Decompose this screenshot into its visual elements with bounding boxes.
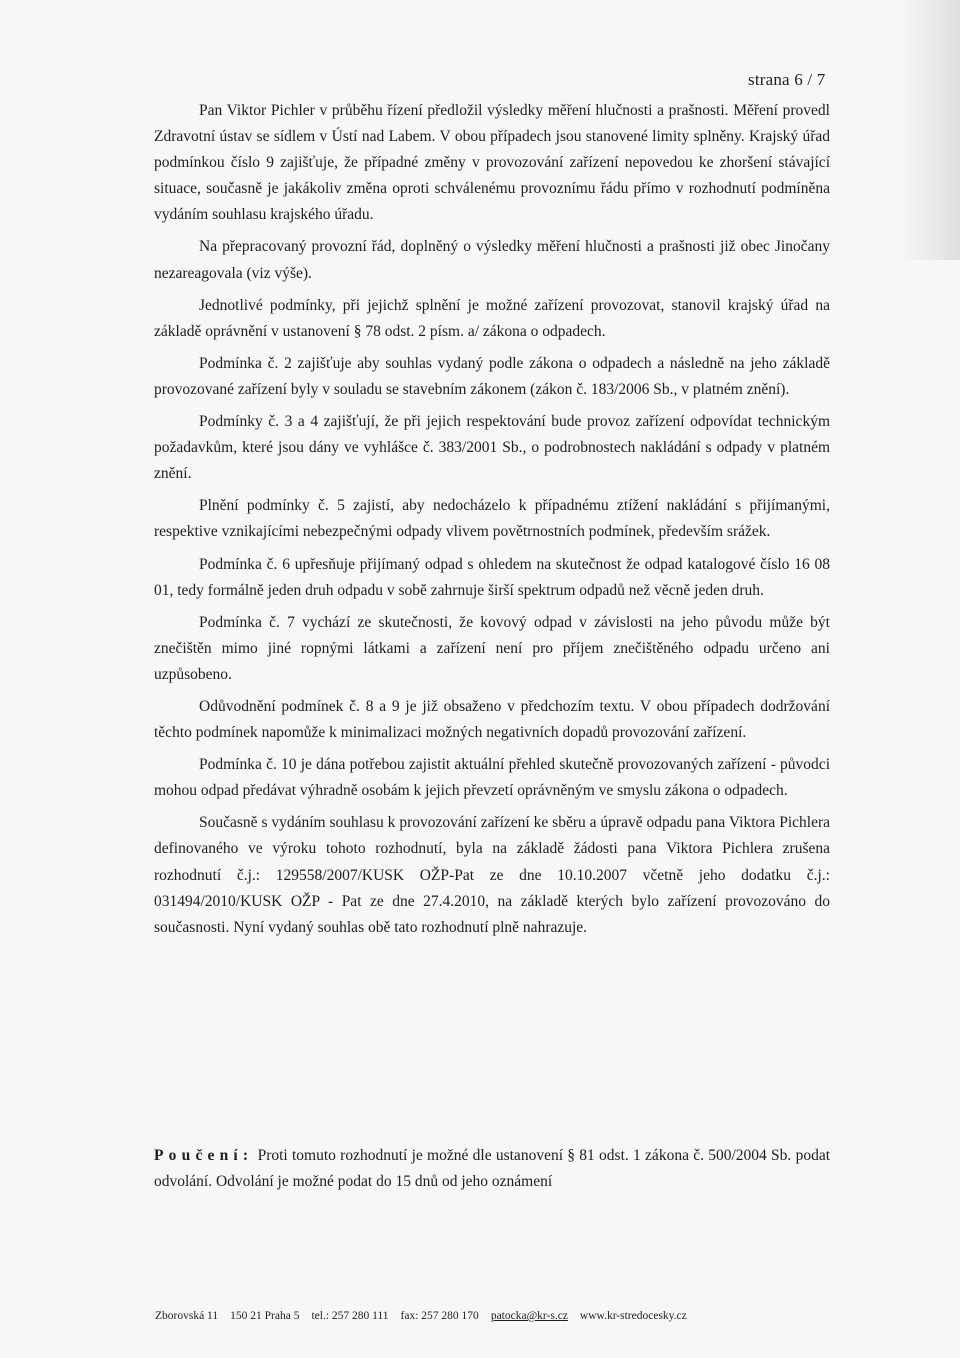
scan-shadow <box>900 0 960 260</box>
instruction-text: Proti tomuto rozhodnutí je možné dle ustanovení § 81 odst. 1 zákona č. 500/2004 Sb. podat odvolání. Odvolání je možné podat do 15 dnů od jeho oznámení <box>154 1147 831 1190</box>
paragraph-conditions-basis: Jednotlivé podmínky, při jejichž splnění je možné zařízení provozovat, stanovil krajský úřad na základě oprávnění v ustanovení § 78 odst. 2 písm. a/ zákona o odpadech. <box>154 296 830 340</box>
paragraph-conditions-8-9: Odůvodnění podmínek č. 8 a 9 je již obsaženo v předchozím textu. V obou případech dodržování těchto podmínek napomůže k minimalizaci možných negativních dopadů provozování zařízení. <box>154 697 830 742</box>
footer-email-link[interactable]: patocka@kr-s.cz <box>490 1310 568 1322</box>
footer-website: www.kr-stredocesky.cz <box>579 1310 687 1322</box>
footer-fax: fax: 257 280 170 <box>400 1310 479 1322</box>
paragraph-conditions-3-4: Podmínky č. 3 a 4 zajišťují, že při jejich respektování bude provoz zařízení odpovídat technickým požadavkům, které jsou dány ve vyhlášce č. 383/2001 Sb., o podrobnostech nakládání s odpady v platném znění. <box>154 413 830 483</box>
appeal-instruction <box>154 1143 830 1195</box>
page-number: strana 6 / 7 <box>748 70 826 89</box>
paragraph-cancellation: Současně s vydáním souhlasu k provozování zařízení ke sběru a úpravě odpadu pana Viktora Pichlera definovaného ve výroku tohoto rozhodnutí, byla na základě žádosti pana Viktora Pichlera zrušena rozhodnutí č.j.: 129558/2007/KUSK OŽP-Pat ze dne 10.10.2007 včetně jeho dodatku č.j.: 031494/2010/KUSK OŽP - Pat ze dne 27.4.2010, na základě kterých bylo zařízení provozováno do současnosti. Nyní vydaný souhlas obě tato rozhodnutí plně nahrazuje. <box>154 814 830 936</box>
document-body <box>154 98 830 945</box>
paragraph-measurements: Pan Viktor Pichler v průběhu řízení předložil výsledky měření hlučnosti a prašnosti. Měření provedl Zdravotní ústav se sídlem v Ústí nad Labem. V obou případech jsou stanovené limity splněny. Krajský úřad podmínkou číslo 9 zajišťuje, že případné změny v provozování zařízení nepovedou ke zhoršení stávající situace, současně je jakákoliv změna oproti schválenému provoznímu řádu přímo v rozhodnutí podmíněna vydáním souhlasu krajského úřadu. <box>154 102 830 224</box>
paragraph-condition-5: Plnění podmínky č. 5 zajistí, aby nedocházelo k případnému ztížení nakládání s přijímanými, respektive vznikajícími nebezpečnými odpady vlivem povětrnostních podmínek, především srážek. <box>154 497 830 541</box>
paragraph-condition-6: Podmínka č. 6 upřesňuje přijímaný odpad s ohledem na skutečnost že odpad katalogové číslo 16 08 01, tedy formálně jeden druh odpadu v sobě zahrnuje širší spektrum odpadů než věcně jeden druh. <box>154 555 830 599</box>
footer <box>155 1310 845 1322</box>
instruction-heading: Poučení: <box>154 1147 254 1164</box>
paragraph-revised-rules: Na přepracovaný provozní řád, doplněný o výsledky měření hlučnosti a prašnosti již obec Jinočany nezareagovala (viz výše). <box>154 238 830 282</box>
paragraph-condition-2: Podmínka č. 2 zajišťuje aby souhlas vydaný podle zákona o odpadech a následně na jeho základě provozované zařízení byly v souladu se stavebním zákonem (zákon č. 183/2006 Sb., v platném znění). <box>154 354 830 398</box>
footer-phone: tel.: 257 280 111 <box>311 1310 389 1322</box>
paragraph-condition-7: Podmínka č. 7 vychází ze skutečnosti, že kovový odpad v závislosti na jeho původu může být znečištěn mimo jiné ropnými látkami a zařízení není pro příjem znečištěného odpadu určeno ani uzpůsobeno. <box>154 613 830 683</box>
footer-city: 150 21 Praha 5 <box>230 1310 300 1322</box>
footer-street: Zborovská 11 <box>155 1310 219 1322</box>
paragraph-condition-10: Podmínka č. 10 je dána potřebou zajistit aktuální přehled skutečně provozovaných zařízení - původci mohou odpad předávat výhradně osobám k jejich převzetí oprávněným ve smyslu zákona o odpadech. <box>154 756 830 800</box>
